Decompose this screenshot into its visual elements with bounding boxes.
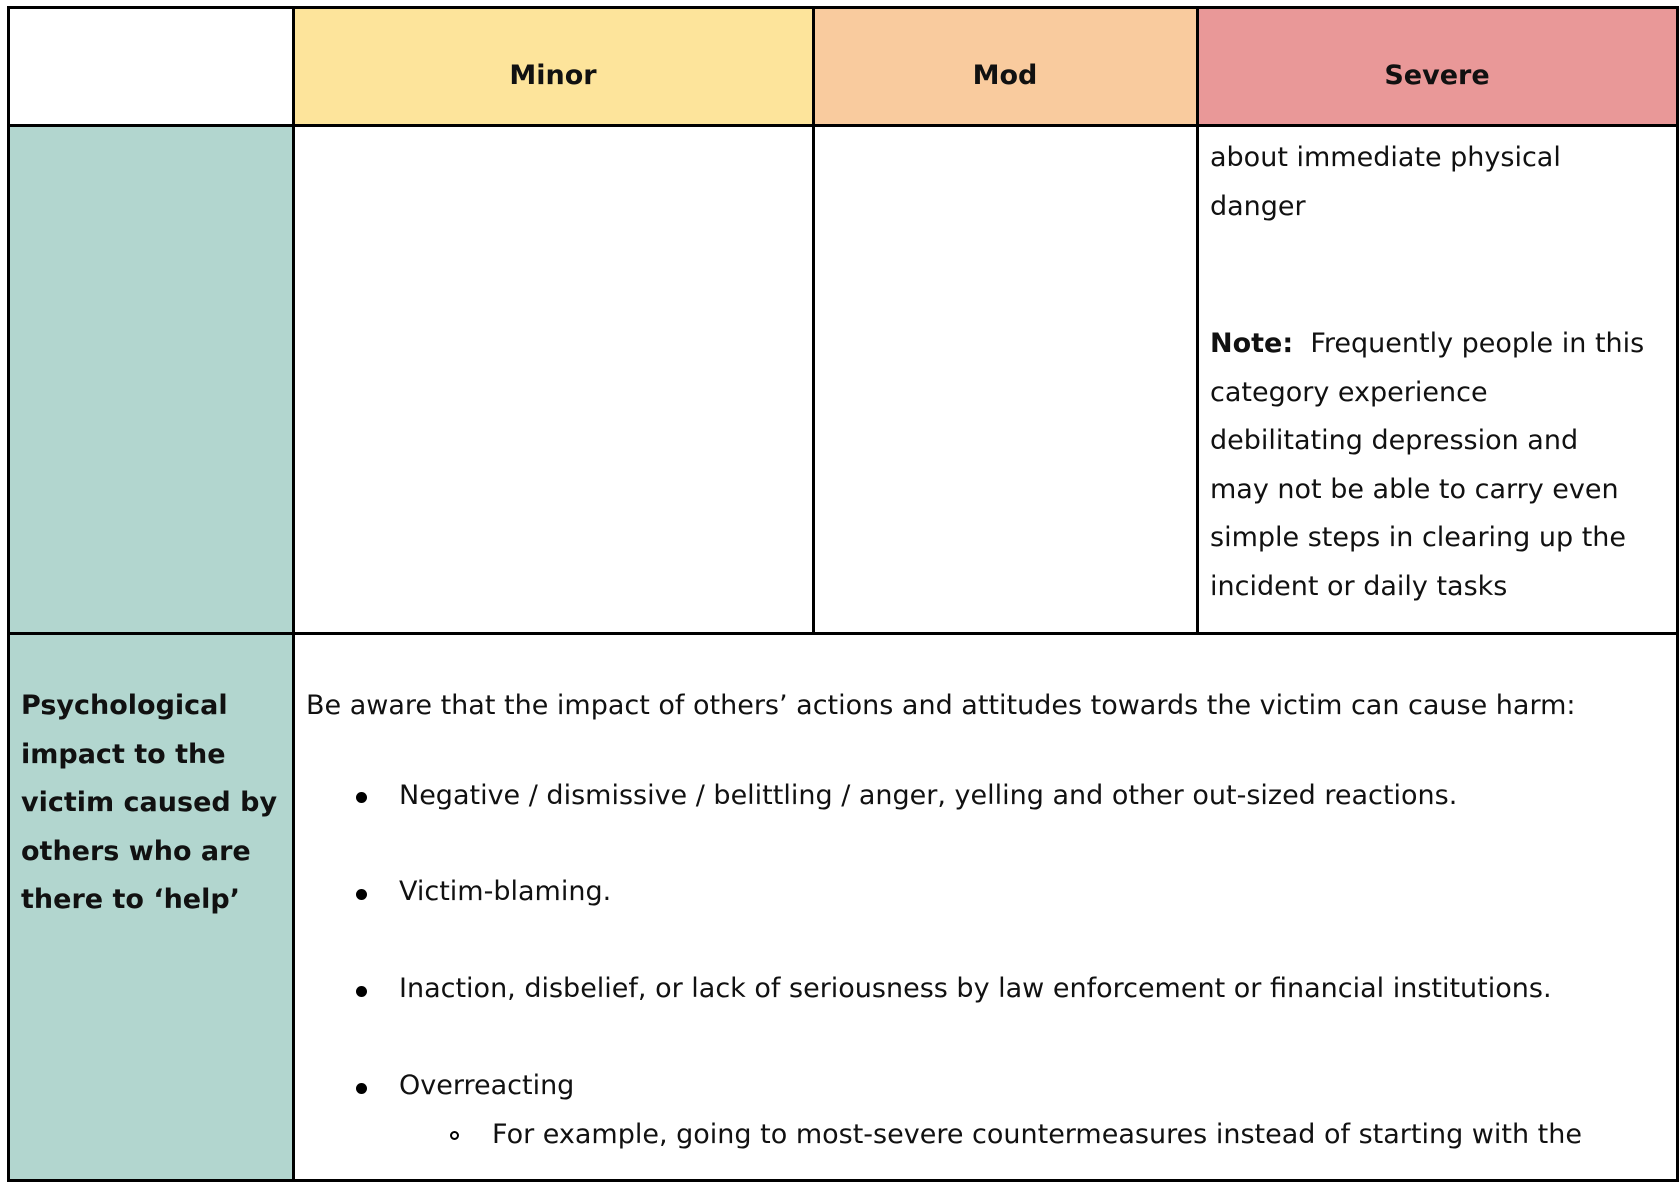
sub-bullet-item: For example, going to most-severe countermeasures instead of starting with the: [492, 1119, 1582, 1150]
category-line: victim caused by: [21, 787, 278, 818]
row2-intro: Be aware that the impact of others’ actions and attitudes towards the victim can cause harm:: [306, 690, 1576, 721]
category-line: impact to the: [21, 738, 226, 770]
note-line: category experience: [1210, 376, 1488, 408]
header-mod-label: Mod: [972, 59, 1038, 91]
bullet-dot-icon: [356, 792, 367, 803]
border-col3: [1196, 6, 1199, 634]
note-line: incident or daily tasks: [1210, 570, 1508, 602]
category-line: Psychological: [21, 690, 228, 721]
header-minor-label: Minor: [509, 59, 597, 91]
border-right: [1676, 6, 1679, 1182]
border-top: [7, 6, 1678, 9]
note-line: simple steps in clearing up the: [1210, 522, 1627, 553]
category-line: others who are: [21, 835, 251, 867]
category-line: there to ‘help’: [21, 884, 240, 915]
row2-category-text: [21, 682, 291, 925]
border-col1: [292, 6, 295, 1182]
bullet-item: Overreacting: [399, 1070, 575, 1101]
note-line: may not be able to carry even: [1210, 473, 1619, 505]
header-blank-cell: [8, 7, 293, 125]
row1-category-cell: [8, 125, 293, 633]
severe-line: danger: [1210, 190, 1306, 222]
border-header-bottom: [7, 124, 1678, 127]
note-line: debilitating depression and: [1210, 425, 1579, 456]
border-row1-bottom: [7, 632, 1678, 635]
sub-bullet-circle-icon: [450, 1131, 459, 1140]
border-bottom: [7, 1179, 1678, 1182]
note-label: Note:: [1210, 328, 1294, 359]
severe-line: about immediate physical: [1210, 142, 1561, 173]
bullet-item: Inaction, disbelief, or lack of seriousness by law enforcement or financial institutions.: [399, 973, 1552, 1004]
header-severe-label: Severe: [1384, 59, 1490, 91]
bullet-dot-icon: [356, 986, 367, 997]
note-first-text: Frequently people in this: [1310, 328, 1645, 359]
border-col2: [812, 6, 815, 634]
header-severe-cell: [1197, 7, 1677, 125]
row1-severe-text: [1210, 134, 1672, 231]
bullet-item: Negative / dismissive / belittling / anger, yelling and other out-sized reactions.: [399, 780, 1458, 811]
bullet-dot-icon: [356, 889, 367, 900]
header-minor-cell: [293, 7, 813, 125]
border-left: [7, 6, 10, 1182]
bullet-item: Victim-blaming.: [399, 876, 612, 907]
note-first-line: [1210, 320, 1672, 369]
bullet-dot-icon: [356, 1083, 367, 1094]
row1-note: [1210, 320, 1672, 611]
header-mod-cell: [813, 7, 1197, 125]
